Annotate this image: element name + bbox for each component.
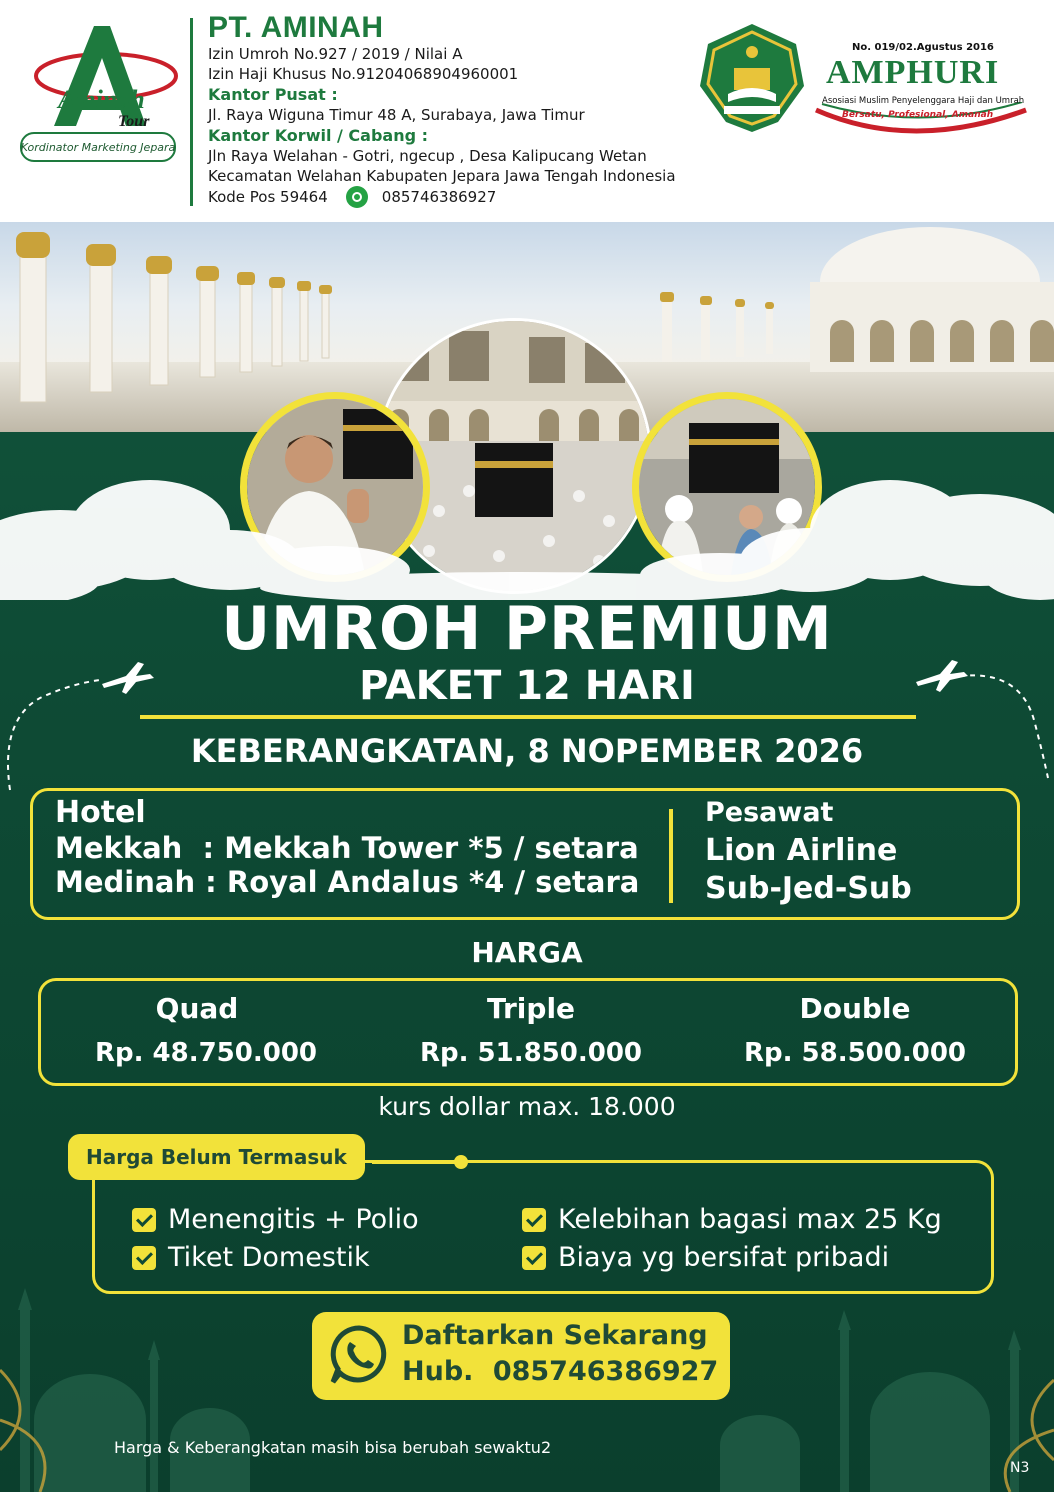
hotel-flight-divider — [669, 809, 673, 903]
title-underline — [140, 715, 916, 719]
exclude-item — [132, 1242, 370, 1273]
logo-brand-suffix: Tour — [118, 113, 150, 130]
amphuri-swoosh-icon — [812, 102, 1030, 142]
price-value: Rp. 48.750.000 — [94, 1038, 318, 1068]
checkbox-icon — [132, 1208, 156, 1232]
price-type: Quad — [155, 992, 239, 1025]
cta-headline: Daftarkan Sekarang — [402, 1320, 708, 1351]
head-office-label: Kantor Pusat : — [208, 85, 338, 104]
hotel-label: Hotel — [55, 795, 146, 830]
license-umroh: Izin Umroh No.927 / 2019 / Nilai A — [208, 45, 463, 63]
checkbox-icon — [522, 1208, 546, 1232]
logo-tagline: Kordinator Marketing Jepara — [20, 132, 176, 162]
contact-row — [208, 186, 728, 208]
exclude-item — [522, 1204, 942, 1235]
header — [0, 0, 1054, 222]
poster-code: N3 — [1010, 1460, 1030, 1476]
amphuri-description: Asosiasi Muslim Penyelenggara Haji dan Umrah — [822, 96, 1025, 106]
logo-brand-text: Aminah — [58, 85, 145, 114]
branch-label: Kantor Korwil / Cabang : — [208, 126, 429, 145]
package-subtitle: PAKET 12 HARI — [359, 663, 695, 709]
price-box — [38, 978, 1018, 1086]
flight-route: Sub-Jed-Sub — [705, 871, 912, 906]
exclude-item-text: Menengitis + Polio — [168, 1204, 419, 1235]
amphuri-logo — [812, 40, 1032, 150]
amphuri-name: AMPHURI — [826, 54, 1000, 91]
price-value: Rp. 51.850.000 — [419, 1038, 643, 1068]
exclude-item-text: Tiket Domestik — [168, 1242, 370, 1273]
cta-phone[interactable]: 085746386927 — [492, 1356, 719, 1387]
price-value: Rp. 58.500.000 — [743, 1038, 967, 1068]
price-title: HARGA — [471, 936, 583, 969]
amphuri-number: No. 019/02.Agustus 2016 — [852, 42, 994, 53]
postal-code: Kode Pos 59464 — [208, 188, 328, 206]
header-divider — [190, 18, 193, 206]
excludes-label: Harga Belum Termasuk — [68, 1134, 365, 1180]
exchange-rate-note: kurs dollar max. 18.000 — [378, 1092, 676, 1121]
price-tier-triple — [371, 989, 691, 1077]
header-phone[interactable]: 085746386927 — [381, 188, 497, 206]
cta-contact — [402, 1356, 718, 1387]
cta-contact-prefix: Hub. — [402, 1356, 474, 1387]
exclude-item-text: Kelebihan bagasi max 25 Kg — [558, 1204, 942, 1235]
flight-airline: Lion Airline — [705, 833, 898, 868]
excludes-connector-dot — [454, 1155, 468, 1169]
flight-label: Pesawat — [705, 797, 834, 828]
register-cta[interactable] — [312, 1312, 730, 1400]
hotel-medinah: Medinah : Royal Andalus *4 / setara — [55, 865, 640, 899]
departure-date: KEBERANGKATAN, 8 NOPEMBER 2026 — [190, 732, 864, 770]
exclude-item-text: Biaya yg bersifat pribadi — [558, 1242, 890, 1273]
price-type: Triple — [486, 992, 576, 1025]
package-title: UMROH PREMIUM — [221, 594, 833, 664]
hotel-mekkah: Mekkah : Mekkah Tower *5 / setara — [55, 831, 639, 865]
company-info — [208, 12, 728, 208]
price-tier-quad — [41, 989, 361, 1077]
price-type: Double — [799, 992, 911, 1025]
head-office-address: Jl. Raya Wiguna Timur 48 A, Surabaya, Jawa Timur — [208, 106, 585, 124]
kemenag-emblem-icon — [698, 22, 806, 134]
excludes-connector — [372, 1161, 462, 1164]
hotel-flight-box — [30, 788, 1020, 920]
company-name: PT. AMINAH — [208, 11, 384, 44]
checkbox-icon — [522, 1246, 546, 1270]
exclude-item — [132, 1204, 419, 1235]
branch-address-2: Kecamatan Welahan Kabupaten Jepara Jawa Tengah Indonesia — [208, 167, 676, 185]
exclude-item — [522, 1242, 889, 1273]
price-tier-double — [695, 989, 1015, 1077]
clouds-decoration — [0, 430, 1054, 600]
whatsapp-icon — [328, 1324, 390, 1386]
branch-address-1: Jln Raya Welahan - Gotri, ngecup , Desa Kalipucang Wetan — [208, 147, 647, 165]
whatsapp-icon — [346, 186, 368, 208]
license-haji: Izin Haji Khusus No.91204068904960001 — [208, 65, 519, 83]
checkbox-icon — [132, 1246, 156, 1270]
disclaimer: Harga & Keberangkatan masih bisa berubah sewaktu2 — [114, 1438, 552, 1457]
amphuri-tagline: Bersatu, Profesional, Amanah — [842, 110, 994, 120]
